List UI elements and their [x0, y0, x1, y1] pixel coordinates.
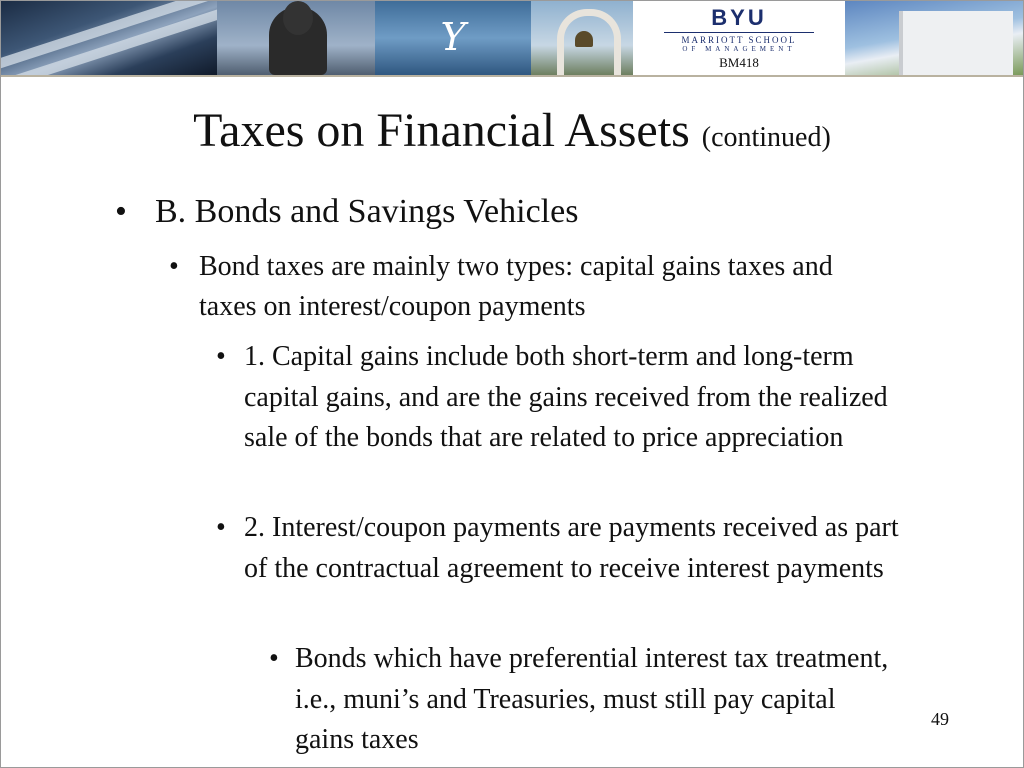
- course-code: BM418: [719, 55, 759, 70]
- bullet-text: 1. Capital gains include both short-term and long-term capital gains, and are the gains received from the realized sale of the bonds that are related to price appreciation: [244, 341, 888, 453]
- bullet-text: Bonds which have preferential interest tax treatment, i.e., muni’s and Treasuries, must still pay capital gains taxes: [295, 643, 889, 755]
- bullet-dot: •: [115, 193, 127, 230]
- banner-photo-bell-tower: [531, 1, 633, 75]
- bullet-dot: •: [169, 251, 179, 282]
- slide-title-suffix: (continued): [701, 122, 831, 153]
- bullet-text: B. Bonds and Savings Vehicles: [155, 193, 579, 230]
- byu-marriott-logo: [633, 1, 845, 75]
- bullet-text: Bond taxes are mainly two types: capital gains taxes and taxes on interest/coupon payments: [199, 251, 833, 322]
- slide-title-main: Taxes on Financial Assets: [193, 104, 690, 157]
- banner-photo-architecture: [1, 1, 217, 75]
- bullet-dot: •: [269, 643, 279, 674]
- logo-byu: BYU: [711, 5, 767, 30]
- logo-school: MARRIOTT SCHOOL: [681, 35, 797, 45]
- bullet-dot: •: [216, 512, 226, 543]
- slide-title: [1, 101, 1023, 168]
- header-banner: [1, 1, 1023, 77]
- bullet-level2: [169, 247, 869, 327]
- banner-photo-statue: [217, 1, 375, 75]
- banner-photo-mountain-y: Y: [375, 1, 531, 75]
- bullet-dot: •: [216, 341, 226, 372]
- bullet-level3: [216, 337, 916, 459]
- bullet-level4: [269, 639, 909, 761]
- bullet-level1: [115, 190, 815, 234]
- logo-management: OF MANAGEMENT: [682, 45, 796, 53]
- page-number: 49: [931, 709, 949, 729]
- bullet-text: 2. Interest/coupon payments are payments received as part of the contractual agreement to receive interest payments: [244, 512, 899, 584]
- bullet-level3: [216, 508, 916, 589]
- banner-photo-building: [845, 1, 1023, 75]
